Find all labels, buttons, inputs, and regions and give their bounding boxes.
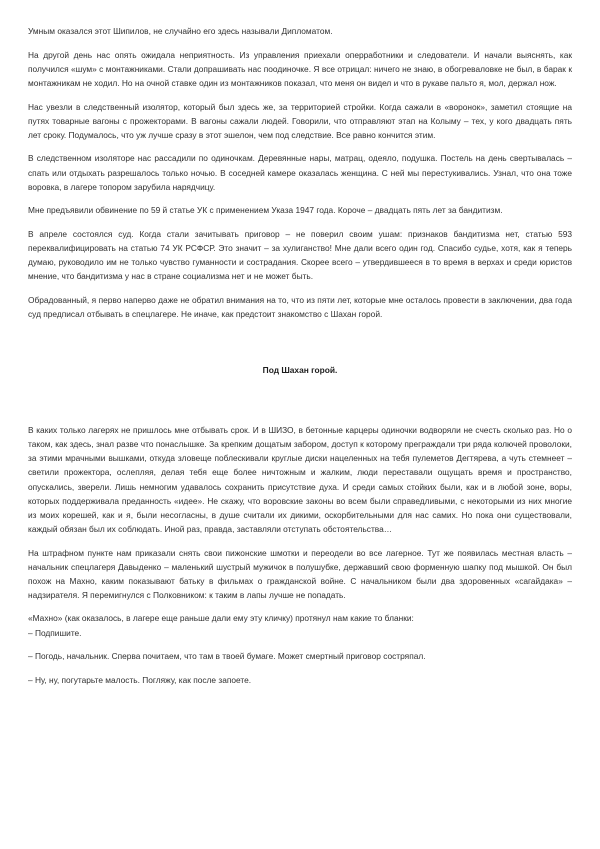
paragraph: Обрадованный, я перво наперво даже не обратил внимания на то, что из пяти лет, которые мне осталось провести в заключении, два года суд предписал отбывать в спецлагере. Не иначе, как предстоит знакомство с Шахан горой. bbox=[28, 294, 572, 320]
paragraph: Нас увезли в следственный изолятор, который был здесь же, за территорией стройки. Когда сажали в «воронок», заметил стоящие на путях товарные вагоны с прожекторами. В вагоны сажали людей. Говорили, что отправляют этап на Колыму – тех, у кого двадцать пять лет сроку. Подумалось, что уж лучше сразу в этот эшелон, чем под следствие. Все равно кончится этим. bbox=[28, 101, 572, 140]
paragraph: На штрафном пункте нам приказали снять свои пижонские шмотки и переодели во все лагерное. Тут же появилась местная власть – начальник спецлагеря Давыденко – маленький шустрый мужичок в полушубке, державший свою форменную шапку под мышкой. Он был похож на Махно, каким показывают батьку в фильмах о гражданской войне. С начальником были два здоровенных «сагайдака» – надзирателя. Я перемигнулся с Полковником: к таким в лапы лучше не попадать. bbox=[28, 547, 572, 600]
section-heading: Под Шахан горой. bbox=[262, 365, 338, 376]
dialogue-line: – Ну, ну, погутарьте малость. Погляжу, как после запоете. bbox=[28, 674, 252, 685]
paragraph: В каких только лагерях не пришлось мне отбывать срок. И в ШИЗО, в бетонные карцеры одиночки водворяли не счесть сколько раз. Но о таком, как здесь, знал разве что понаслышке. За крепким дощатым забором, доступ к которому преграждали три ряда колючей проволоки, за этими мрачными вышками, откуда зловеще поблескивали круглые диски нацеленных на тебя пулеметов Дегтярева, а чуть стемнеет – светили прожектора, ослепляя, делая тебя еще более ничтожным и жалким, люди переставали ощущать время и пространство, опускались, зверели. Лишь немногим удавалось сохранить присутствие духа. И среди самых стойких были, как и в любой зоне, воры, которых поддерживала преданность «идее». Не скажу, что воровские законы во всем были справедливыми, с некоторыми из них многие из моих корешей, как и я, были несогласны, в душе считали их дикими, оскорбительными для нас самих. Но пока они существовали, каждый обязан был их соблюдать. Иной раз, правда, заставляли отступать обстоятельства… bbox=[28, 425, 572, 534]
paragraph: В следственном изоляторе нас рассадили по одиночкам. Деревянные нары, матрац, одеяло, подушка. Постель на день свертывалась – спать или отдыхать разрешалось только ночью. В соседней камере оказалась женщина. С ней мы перестукивались. Узнал, что она тоже воровка, в лагере топором зарубила нарядчицу. bbox=[28, 153, 572, 192]
section-after-heading bbox=[28, 423, 572, 625]
document-text-body bbox=[28, 24, 572, 687]
dialogue-block bbox=[28, 626, 572, 687]
paragraph: Умным оказался этот Шипилов, не случайно его здесь называли Дипломатом. bbox=[28, 26, 333, 36]
paragraph: Мне предъявили обвинение по 59 й статье УК с применением Указа 1947 года. Короче – двадцать пять лет за бандитизм. bbox=[28, 205, 503, 216]
dialogue-line: – Подпишите. bbox=[28, 627, 82, 638]
paragraph: На другой день нас опять ожидала неприятность. Из управления приехали оперработники и следователи. И начали выяснять, как получился «шум» с монтажниками. Стали допрашивать нас поодиночке. Я все отрицал: ничего не знаю, в обогреваловке не был, в барак к монтажникам не ходил. Но на очной ставке один из монтажников показал, что меня он видел и что в рукаве пальто я, мол, держал нож. bbox=[28, 49, 572, 88]
paragraph: «Махно» (как оказалось, в лагере еще раньше дали ему эту кличку) протянул нам какие то бланки: bbox=[28, 613, 414, 624]
section-heading-block bbox=[28, 363, 572, 377]
paragraph: В апреле состоялся суд. Когда стали зачитывать приговор – не поверил своим ушам: признаков бандитизма нет, статью 593 переквалифицировать на статью 74 УК РСФСР. Это значит – за хулиганство! Мне дали всего один год. Спасибо судье, хотя, как я теперь думаю, руководило им не только чувство гуманности и сострадания. Скорее всего – утвердившееся в то время в верхах и среди юристов мнение, что бандитизма у нас в стране социализма нет и не может быть. bbox=[28, 229, 572, 282]
dialogue-line: – Погодь, начальник. Сперва почитаем, что там в твоей бумаге. Может смертный приговор состряпал. bbox=[28, 651, 426, 662]
section-before-heading bbox=[28, 24, 572, 321]
